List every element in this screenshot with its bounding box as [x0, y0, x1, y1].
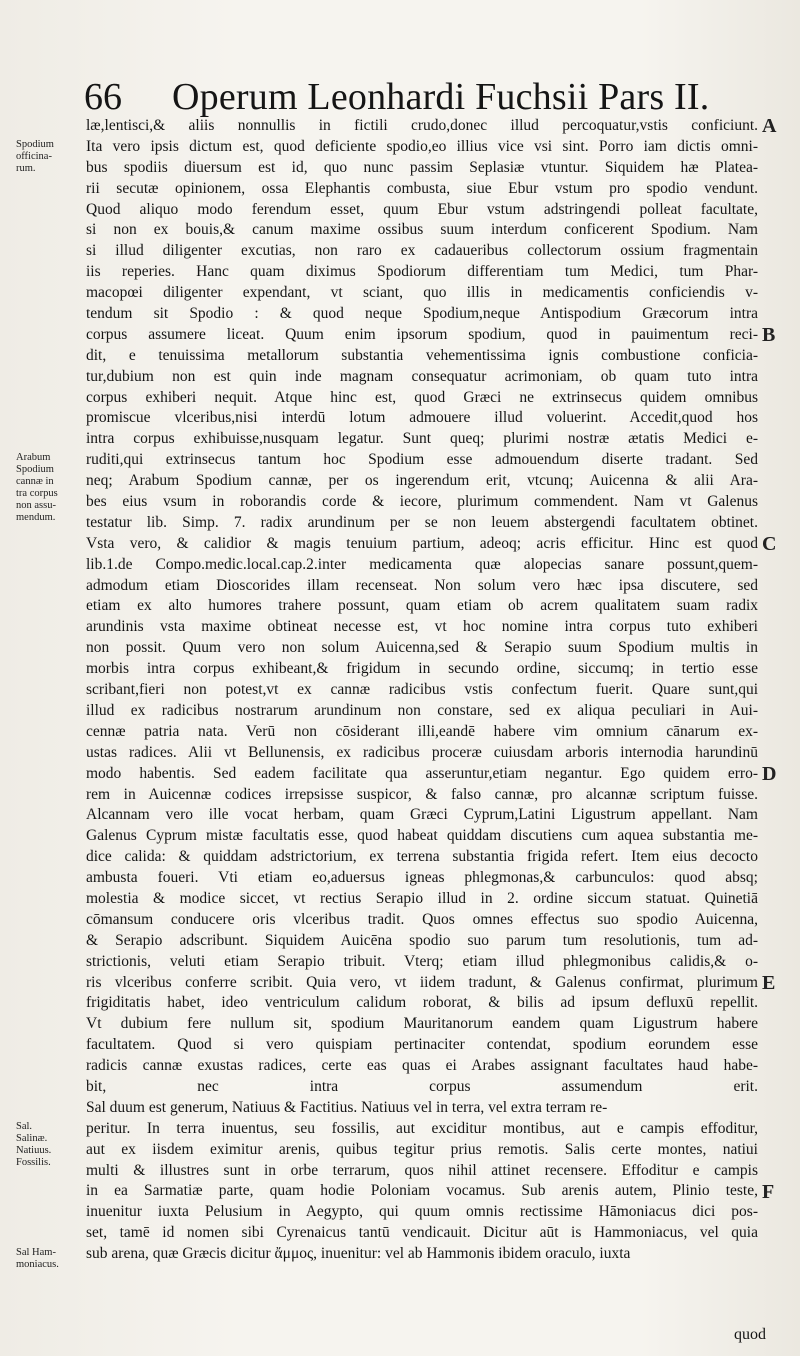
margin-note: [16, 139, 78, 175]
text-line: Vsta vero, & calidior & magis tenuium partium, adeoq; acris efficitur. Hinc est quod: [86, 534, 758, 552]
text-line: illud ex radicibus nostrarum arundinum non constare, sed ex aliqua peculiari in Aui-: [86, 701, 758, 719]
section-letter: B: [762, 324, 776, 346]
margin-note: [16, 1121, 78, 1169]
page-header: [84, 72, 740, 122]
text-line: cennæ patria nata. Verū non cōsiderant illi,eandē habere vim omnium cānarum ex-: [86, 722, 758, 740]
text-line: macopœi diligenter expendant, vt sciant, quo illis in medicamentis conficiendis v-: [86, 284, 758, 302]
section-letter: C: [762, 533, 777, 555]
text-line: inuenitur iuxta Pelusium in Aegypto, qui quum omnis rectissime Hāmoniacus dici pos-: [86, 1203, 758, 1221]
running-title: Operum Leonhardi Fuchsii Pars II.: [172, 76, 710, 118]
main-text-block: [86, 116, 758, 1265]
margin-note-line: Arabum: [16, 452, 51, 464]
text-line: facultatem. Quod si vero quispiam pertinaciter contendat, spodium eorundem esse: [86, 1036, 758, 1054]
text-line: corpus assumere liceat. Quum enim ipsorum spodium, quod in pauimentum reci-: [86, 325, 758, 343]
section-letter: A: [762, 115, 777, 137]
text-line: tendum sit Spodio : & quod neque Spodium,neque Antispodium Græcorum intra: [86, 305, 758, 323]
margin-note-line: Natiuus.: [16, 1145, 52, 1157]
text-line: neq; Arabum Spodium cannæ, per os ingerendum erit, vtcunq; Auicenna & alii Ara-: [86, 472, 758, 490]
text-line: dice calida: & quiddam adstrictorium, ex terrena substantia frigida refert. Item eius decocto: [86, 848, 758, 866]
text-line: promiscue vlceribus,nisi interdū lotum admouere illud voluerint. Accedit,quod hos: [86, 409, 758, 427]
text-line: Quod aliquo modo ferendum esset, quum Ebur vstum adstringendi polleat facultate,: [86, 200, 758, 218]
text-line: Sal duum est generum, Natiuus & Factitius. Natiuus vel in terra, vel extra terram re-: [86, 1098, 608, 1116]
margin-note-line: Spodium: [16, 464, 54, 476]
text-line: Alcannam vero ille vocat herbam, quam Græci Cyprum,Latini Ligustrum appellant. Nam: [86, 806, 758, 824]
margin-note: [16, 1247, 78, 1271]
margin-note-line: mendum.: [16, 512, 56, 524]
text-line: set, tamē id nomen sibi Cyrenaicus tantū vendicauit. Dicitur aūt is Hammoniacus, vel quia: [86, 1224, 758, 1242]
text-line: cōmansum conducere oris vlceribus tradit. Quos omnes effectus suo spodio Auicenna,: [86, 910, 758, 928]
text-line: rii secutæ opinionem, ossa Elephantis combusta, siue Ebur vstum pro spodio vendunt.: [86, 179, 758, 197]
text-line: non possit. Quum vero non solum Auicenna,sed & Serapio suum Spodium multis in: [86, 639, 758, 657]
text-line: frigiditatis habet, ideo ventriculum calidum roborat, & bilis ad ipsum defluxū repellit.: [86, 994, 758, 1012]
text-line: molestia & modice siccet, vt rectius Serapio illud in 2. ordine siccum statuat. Quinetiā: [86, 889, 758, 907]
text-line: bit, nec intra corpus assumendum erit.: [86, 1077, 758, 1095]
text-line: scribant,fieri non potest,vt ex cannæ radicibus vstis confectum fuerit. Quare sunt,qui: [86, 681, 758, 699]
section-letter: D: [762, 762, 777, 785]
text-line: corpus exhiberi nequit. Atque hinc est, quod Græci ne extrinsecus quidem omnibus: [86, 388, 758, 406]
text-line: Vt dubium fere nullum sit, spodium Mauritanorum eandem quam Ligustrum habere: [86, 1015, 758, 1033]
text-line: in ea Sarmatiæ parte, quam hodie Poloniam vocamus. Sub arenis autem, Plinio teste,: [86, 1182, 758, 1200]
margin-note-line: Fossilis.: [16, 1157, 51, 1169]
text-line: ris vlceribus conferre scribit. Quia vero, vt iidem tradunt, & Galenus confirmat, plurimum: [86, 973, 758, 991]
text-line: ustas radices. Alii vt Bellunensis, ex radicibus proceræ cuiusdam arboris internodia harundinū: [86, 743, 758, 761]
text-line: etiam ex alto humores trahere possunt, quam etiam ob acrem qualitatem suam radix: [86, 597, 758, 615]
text-line: intra corpus exhibuisse,nusquam legatur. Sunt queq; plurimi nostræ ætatis Medici e-: [86, 430, 758, 448]
text-line: ambusta foueri. Vti etiam eo,aduersus igneas phlegmonas,& carbunculos: quod absq;: [86, 869, 758, 887]
margin-note-line: rum.: [16, 162, 36, 174]
text-line: multi & illustres sunt in orbe terrarum, quos nihil attinet recensere. Effoditur e campis: [86, 1161, 758, 1179]
text-line: Ita vero ipsis dictum est, quod deficiente spodio,eo illius vice vsi sint. Porro iam dictis omni-: [86, 137, 758, 155]
text-line: tur,dubium non est quin inde magnam consequatur acrimoniam, ob quam tuto intra: [86, 367, 758, 385]
section-letter: E: [762, 971, 776, 994]
text-line: peritur. In terra inuentus, seu fossilis, aut exciditur montibus, aut e campis effoditur,: [86, 1119, 758, 1137]
text-line: admodum etiam Dioscorides illam recenseat. Non solum vero hæc ipsa discutere, sed: [86, 576, 758, 594]
text-line: sub arena, quæ Græcis dicitur ἄμμος, inuenitur: vel ab Hammonis ibidem oraculo, iuxta: [86, 1245, 631, 1263]
text-line: iis reperies. Hanc quam diximus Spodiorum differentiam tum Medici, tum Phar-: [86, 263, 758, 281]
margin-note-line: cannæ in: [16, 476, 54, 488]
text-line: morbis intra corpus exhibeant,& frigidum in secundo ordine, siccumq; in tertio esse: [86, 660, 758, 678]
text-line: Galenus Cyprum mistæ facultatis esse, quod habeat quiddam discutiens cum aquea substantia me-: [86, 827, 758, 845]
text-line: rem in Auicennæ codices irrepsisse suspicor, & falso cannæ, pro alcannæ scriptum fuisse.: [86, 785, 758, 803]
margin-note-line: non assu-: [16, 500, 56, 512]
page-number: 66: [84, 76, 122, 118]
text-line: radicis cannæ exustas radices, certe eas quas ei Arabes assignant facultates haud habe-: [86, 1057, 758, 1075]
text-line: strictionis, veluti etiam Serapio tribuit. Vterq; etiam illud phlegmonibus calidis,& o-: [86, 952, 758, 970]
text-line: arundinis vsta maxime obtineat necesse est, vt hoc nomine intra corpus tuto exhiberi: [86, 618, 758, 636]
text-line: læ,lentisci,& aliis nonnullis in fictili crudo,donec illud percoquatur,vstis conficiunt.: [86, 117, 758, 134]
margin-note-line: moniacus.: [16, 1258, 59, 1270]
text-line: bus spodiis diuersum est id, quo nunc passim Seplasiæ vtuntur. Siquidem hæ Platea-: [86, 158, 758, 176]
text-line: ruditi,qui extrinsecus tantum hoc Spodium esse admouendum diserte tradant. Sed: [86, 451, 758, 469]
margin-note: [16, 452, 78, 524]
margin-note-line: Sal.: [16, 1121, 33, 1133]
text-line: si illud diligenter excutias, non raro ex cadaueribus collectorum ossium fragmentain: [86, 242, 758, 260]
margin-note-line: Sal Ham-: [16, 1246, 56, 1258]
section-letter: F: [762, 1180, 775, 1203]
text-line: aut ex iisdem eximitur arenis, quibus tegitur prius remotis. Salis certe montes, natiui: [86, 1140, 758, 1158]
margin-note-line: tra corpus: [16, 488, 58, 500]
text-line: lib.1.de Compo.medic.local.cap.2.inter medicamenta quæ alopecias sanare possunt,quem-: [86, 555, 758, 573]
margin-note-line: Salinæ.: [16, 1133, 48, 1145]
text-line: & Serapio adscribunt. Siquidem Auicēna spodio suo parum tum resolutionis, tum ad-: [86, 931, 758, 949]
text-line: bes eius vsum in roborandis corde & iecore, plurimum commendent. Nam vt Galenus: [86, 493, 758, 511]
text-line: si non ex bouis,& canum maxime ossibus suum interdum conficerent Spodium. Nam: [86, 221, 758, 239]
margin-note-line: officina-: [16, 150, 52, 162]
catchword: quod: [734, 1326, 766, 1343]
margin-note-line: Spodium: [16, 138, 54, 150]
text-line: modo habentis. Sed eadem facilitate qua asseruntur,etiam negantur. Ego quidem erro-: [86, 764, 758, 782]
text-line: testatur lib. Simp. 7. radix arundinum per se non leuem abstergendi facultatem obtinet.: [86, 513, 758, 531]
text-line: dit, e tenuissima metallorum substantia vehementissima ignis combustione conficia-: [86, 346, 758, 364]
